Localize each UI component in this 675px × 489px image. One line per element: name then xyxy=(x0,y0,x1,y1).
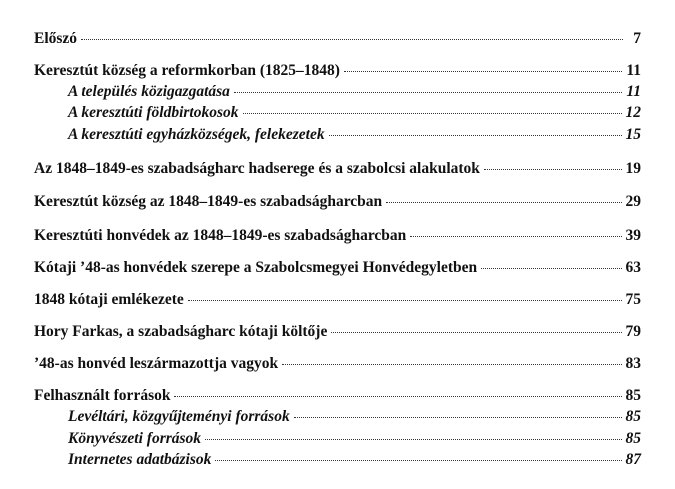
toc-entry-page-number: 63 xyxy=(625,259,641,276)
dot-leader xyxy=(188,300,622,301)
toc-entry-title: A keresztúti földbirtokosok xyxy=(68,104,239,121)
dot-leader xyxy=(344,71,622,72)
toc-entry-page-number: 85 xyxy=(625,387,641,404)
toc-entry-title: A település közigazgatása xyxy=(68,83,230,100)
toc-subentry-kozigazgatas[interactable] xyxy=(68,83,641,101)
toc-entry-page-number: 7 xyxy=(633,30,641,47)
dot-leader xyxy=(481,268,621,269)
toc-entry-title: A keresztúti egyházközségek, felekezetek xyxy=(68,126,325,143)
toc-entry-eloszo[interactable] xyxy=(34,30,641,48)
toc-entry-title: Levéltári, közgyűjteményi források xyxy=(68,408,290,425)
toc-entry-page-number: 29 xyxy=(625,193,641,210)
toc-entry-title: ’48-as honvéd leszármazottja vagyok xyxy=(34,355,279,372)
toc-entry-honvedek[interactable] xyxy=(34,227,641,245)
toc-subentry-foldbirtokosok[interactable] xyxy=(68,104,641,122)
toc-entry-title: Keresztút község az 1848–1849-es szabadságharcban xyxy=(34,193,383,210)
toc-subentry-levettari[interactable] xyxy=(68,408,641,426)
toc-entry-page-number: 15 xyxy=(625,126,641,143)
toc-entry-reformkor[interactable] xyxy=(34,62,641,80)
toc-entry-kozseg-szabadsagharc[interactable] xyxy=(34,193,641,211)
toc-entry-page-number: 83 xyxy=(625,355,641,372)
toc-entry-title: Internetes adatbázisok xyxy=(68,451,212,468)
toc-subentry-konyveszeti[interactable] xyxy=(68,430,641,448)
toc-entry-honvedegylet[interactable] xyxy=(34,259,641,277)
toc-entry-page-number: 79 xyxy=(625,323,641,340)
toc-entry-title: Keresztút község a reformkorban (1825–1848) xyxy=(34,62,340,79)
toc-entry-title: Keresztúti honvédek az 1848–1849-es szabadságharcban xyxy=(34,227,407,244)
dot-leader xyxy=(205,439,621,440)
dot-leader xyxy=(410,236,621,237)
dot-leader xyxy=(215,460,621,461)
toc-entry-forrasok[interactable] xyxy=(34,387,641,405)
toc-entry-title: Kótaji ’48-as honvédek szerepe a Szabolcsmegyei Honvédegyletben xyxy=(34,259,478,276)
dot-leader xyxy=(234,92,622,93)
toc-entry-emlekezete[interactable] xyxy=(34,291,641,309)
toc-entry-page-number: 75 xyxy=(625,291,641,308)
dot-leader xyxy=(331,332,621,333)
toc-entry-page-number: 11 xyxy=(626,83,641,100)
dot-leader xyxy=(386,202,621,203)
toc-entry-page-number: 85 xyxy=(625,430,641,447)
toc-entry-title: Az 1848–1849-es szabadságharc hadserege és a szabolcsi alakulatok xyxy=(34,160,480,177)
toc-entry-title: Hory Farkas, a szabadságharc kótaji költője xyxy=(34,323,328,340)
dot-leader xyxy=(329,135,622,136)
toc-entry-page-number: 11 xyxy=(626,62,641,79)
toc-entry-title: 1848 kótaji emlékezete xyxy=(34,291,184,308)
toc-subentry-internetes[interactable] xyxy=(68,451,641,469)
toc-entry-title: Előszó xyxy=(34,30,78,47)
toc-entry-page-number: 19 xyxy=(625,160,641,177)
toc-entry-page-number: 39 xyxy=(625,227,641,244)
toc-subentry-egyhazkozsegek[interactable] xyxy=(68,126,641,144)
toc-entry-hory-farkas[interactable] xyxy=(34,323,641,341)
dot-leader xyxy=(282,364,621,365)
toc-entry-leszarmazott[interactable] xyxy=(34,355,641,373)
toc-entry-title: Felhasznált források xyxy=(34,387,171,404)
dot-leader xyxy=(243,113,622,114)
toc-entry-title: Könyvészeti források xyxy=(68,430,202,447)
dot-leader xyxy=(294,417,622,418)
toc-entry-hadsereg[interactable] xyxy=(34,160,641,178)
toc-entry-page-number: 87 xyxy=(625,451,641,468)
dot-leader xyxy=(484,169,622,170)
dot-leader xyxy=(174,396,621,397)
dot-leader xyxy=(81,39,623,40)
toc-entry-page-number: 12 xyxy=(625,104,641,121)
toc-entry-page-number: 85 xyxy=(625,408,641,425)
